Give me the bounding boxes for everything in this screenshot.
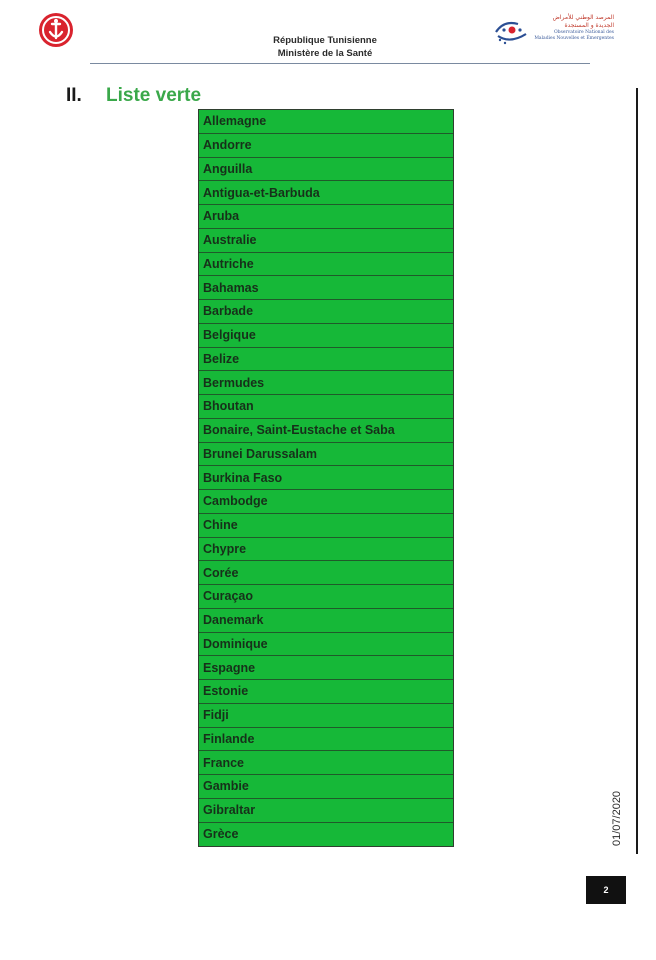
table-row: Anguilla [199,158,453,182]
table-row: Antigua-et-Barbuda [199,181,453,205]
table-row: Bhoutan [199,395,453,419]
table-row: Cambodge [199,490,453,514]
observatory-logo [492,14,616,48]
table-row: Belize [199,348,453,372]
right-margin-rule [636,88,638,854]
table-row: Bonaire, Saint-Eustache et Saba [199,419,453,443]
header-divider [90,63,590,64]
table-row: Danemark [199,609,453,633]
section-title: Liste verte [106,85,202,106]
table-row: Chine [199,514,453,538]
table-row: Allemagne [199,110,453,134]
table-row: Gambie [199,775,453,799]
anchor-emblem-icon [38,12,74,48]
table-row: Bermudes [199,371,453,395]
table-row: Chypre [199,538,453,562]
table-row: Bahamas [199,276,453,300]
header-ministry-block [200,34,450,60]
table-row: Aruba [199,205,453,229]
table-row: Australie [199,229,453,253]
table-row: Barbade [199,300,453,324]
header-ministry: Ministère de la Santé [277,48,373,59]
section-number: II. [66,85,82,106]
table-row: France [199,751,453,775]
table-row: Corée [199,561,453,585]
table-row: Fidji [199,704,453,728]
table-row: Curaçao [199,585,453,609]
ministry-emblem-logo [38,12,74,48]
observatory-french-name: Observatoire National des Maladies Nouvelles et Émergentes [534,30,614,41]
table-row: Brunei Darussalam [199,443,453,467]
table-row: Espagne [199,656,453,680]
table-row: Autriche [199,253,453,277]
green-list-table [198,109,454,847]
section-heading [66,85,201,107]
table-row: Belgique [199,324,453,348]
table-row: Gibraltar [199,799,453,823]
header-country: République Tunisienne [273,35,377,46]
observatory-arabic-name: المرصد الوطني للأمراض الجديدة و المستجدة [552,14,614,29]
table-row: Estonie [199,680,453,704]
table-row: Burkina Faso [199,466,453,490]
table-row: Andorre [199,134,453,158]
table-row: Dominique [199,633,453,657]
table-row: Grèce [203,827,239,842]
page-number: 2 [586,876,626,904]
table-row: Finlande [199,728,453,752]
document-date: 01/07/2020 [611,790,623,846]
